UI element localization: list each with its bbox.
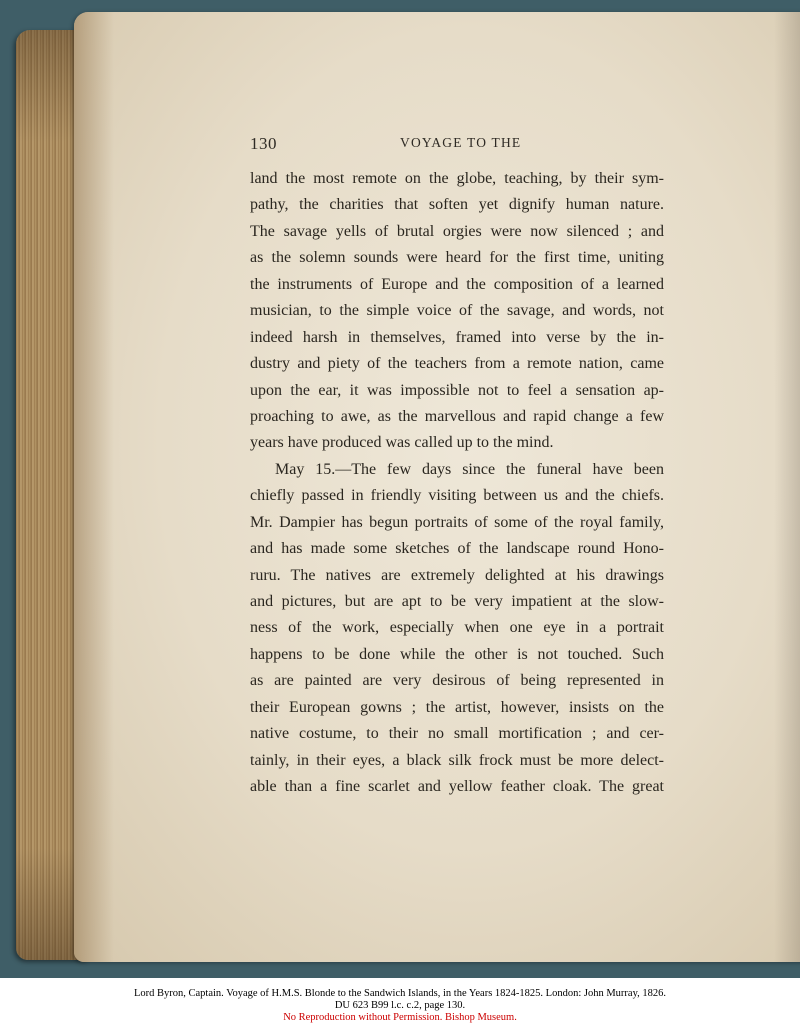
running-head — [250, 134, 662, 156]
text-line: land the most remote on the globe, teaching, by their sym- — [250, 170, 664, 187]
text-line: and pictures, but are apt to be very impatient at the slow- — [250, 593, 664, 610]
body-text — [250, 166, 664, 801]
text-line: the instruments of Europe and the composition of a learned — [250, 275, 664, 293]
citation-line: Lord Byron, Captain. Voyage of H.M.S. Blonde to the Sandwich Islands, in the Years 1824-1825. London: John Murray, 1826. — [133, 988, 667, 999]
text-line: musician, to the simple voice of the savage, and words, not — [250, 302, 664, 320]
text-line: tainly, in their eyes, a black silk frock must be more delect- — [250, 751, 664, 769]
text-line: able than a fine scarlet and yellow feather cloak. The great — [250, 778, 664, 796]
text-line: The savage yells of brutal orgies were now silenced ; and — [250, 222, 664, 240]
text-line: pathy, the charities that soften yet dignify human nature. — [250, 196, 664, 214]
text-line: and has made some sketches of the landscape round Hono- — [250, 540, 664, 558]
text-line: upon the ear, it was impossible not to feel a sensation ap- — [250, 381, 664, 399]
reproduction-notice: No Reproduction without Permission. Bishop Museum. — [283, 1012, 517, 1023]
text-line: proaching to awe, as the marvellous and rapid change a few — [250, 407, 664, 425]
text-line: May 15.—The few days since the funeral have been — [275, 460, 664, 478]
text-line: happens to be done while the other is not touched. Such — [250, 645, 664, 663]
page-number: 130 — [250, 134, 277, 153]
running-title: VOYAGE TO THE — [400, 135, 522, 150]
call-number-line: DU 623 B99 l.c. c.2, page 130. — [334, 1000, 466, 1011]
text-line: ness of the work, especially when one eye in a portrait — [250, 619, 664, 637]
text-line: native costume, to their no small mortification ; and cer- — [250, 725, 664, 743]
text-line: chiefly passed in friendly visiting between us and the chiefs. — [250, 487, 664, 505]
text-line: dustry and piety of the teachers from a remote nation, came — [250, 355, 664, 373]
text-line: Mr. Dampier has begun portraits of some of the royal family, — [250, 513, 664, 531]
text-line: as are painted are very desirous of being represented in — [250, 672, 664, 690]
text-line: ruru. The natives are extremely delighted at his drawings — [250, 566, 664, 584]
text-line: as the solemn sounds were heard for the first time, uniting — [250, 249, 664, 267]
text-line: years have produced was called up to the mind. — [250, 434, 554, 452]
source-caption — [0, 988, 800, 1024]
text-line: indeed harsh in themselves, framed into verse by the in- — [250, 328, 664, 346]
text-line: their European gowns ; the artist, however, insists on the — [250, 698, 664, 716]
